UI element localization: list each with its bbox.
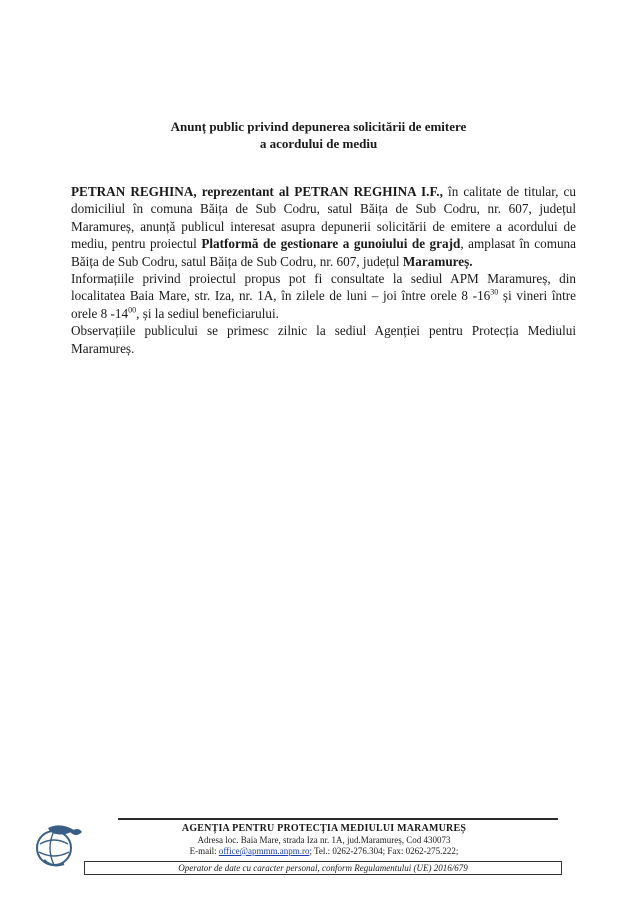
paragraph-information: [71, 270, 576, 322]
info-text-b: și vineri între orele 8 -14: [71, 288, 576, 321]
info-sup-1: 30: [490, 288, 499, 298]
titular-text-b: , amplasat în comuna Băița de Sub Codru, satul Băița de Sub Codru, nr. 607, județul: [71, 236, 576, 269]
titular-text-a: în calitate de titular, cu domiciliul în comuna Băița de Sub Codru, satul Băița de Sub Codru, nr. 607, județul Maramureș, anunță publicul interesat asupra depunerii solicitării de emitere a acordului de mediu, pentru proiectul: [71, 184, 576, 252]
info-text-a: Informațiile privind proiectul propus pot fi consultate la sediul APM Maramureș, din localitatea Baia Mare, str. Iza, nr. 1A, în zilele de luni – joi între orele 8 -16: [71, 271, 576, 304]
footer-phones: ; Tel.: 0262-276.304; Fax: 0262-275.222;: [309, 846, 459, 856]
county-name: Maramureș.: [402, 253, 473, 269]
email-label: E-mail:: [189, 846, 219, 856]
paragraph-titular: [71, 183, 576, 270]
email-link[interactable]: office@apmmm.anpm.ro: [218, 846, 310, 856]
footer-contact: [84, 823, 564, 858]
apm-globe-leaf-logo-icon: [30, 822, 84, 870]
footer-org-name: AGENȚIA PENTRU PROTECȚIA MEDIULUI MARAMUREȘ: [181, 823, 467, 834]
project-name: Platformă de gestionare a gunoiului de grajd: [201, 236, 461, 252]
titular-name: PETRAN REGHINA, reprezentant al PETRAN REGHINA I.F.,: [71, 184, 443, 199]
data-operator-notice: Operator de date cu caracter personal, conform Regulamentului (UE) 2016/679: [84, 861, 562, 875]
footer-address: Adresa loc. Baia Mare, strada Iza nr. 1A, jud.Maramureș, Cod 430073: [197, 834, 451, 845]
info-sup-2: 00: [128, 305, 137, 315]
footer-contact-line: [84, 846, 564, 858]
title-line-1: Anunț public privind depunerea solicitării de emitere: [170, 119, 467, 134]
title-line-2: a acordului de mediu: [259, 136, 378, 151]
announcement-body: [71, 183, 576, 357]
info-text-c: , și la sediul beneficiarului.: [136, 305, 279, 321]
announcement-title: [0, 118, 637, 152]
footer-divider: [118, 818, 558, 820]
paragraph-observations: Observațiile publicului se primesc zilnic la sediul Agenției pentru Protecția Mediului Maramureș.: [71, 323, 576, 356]
